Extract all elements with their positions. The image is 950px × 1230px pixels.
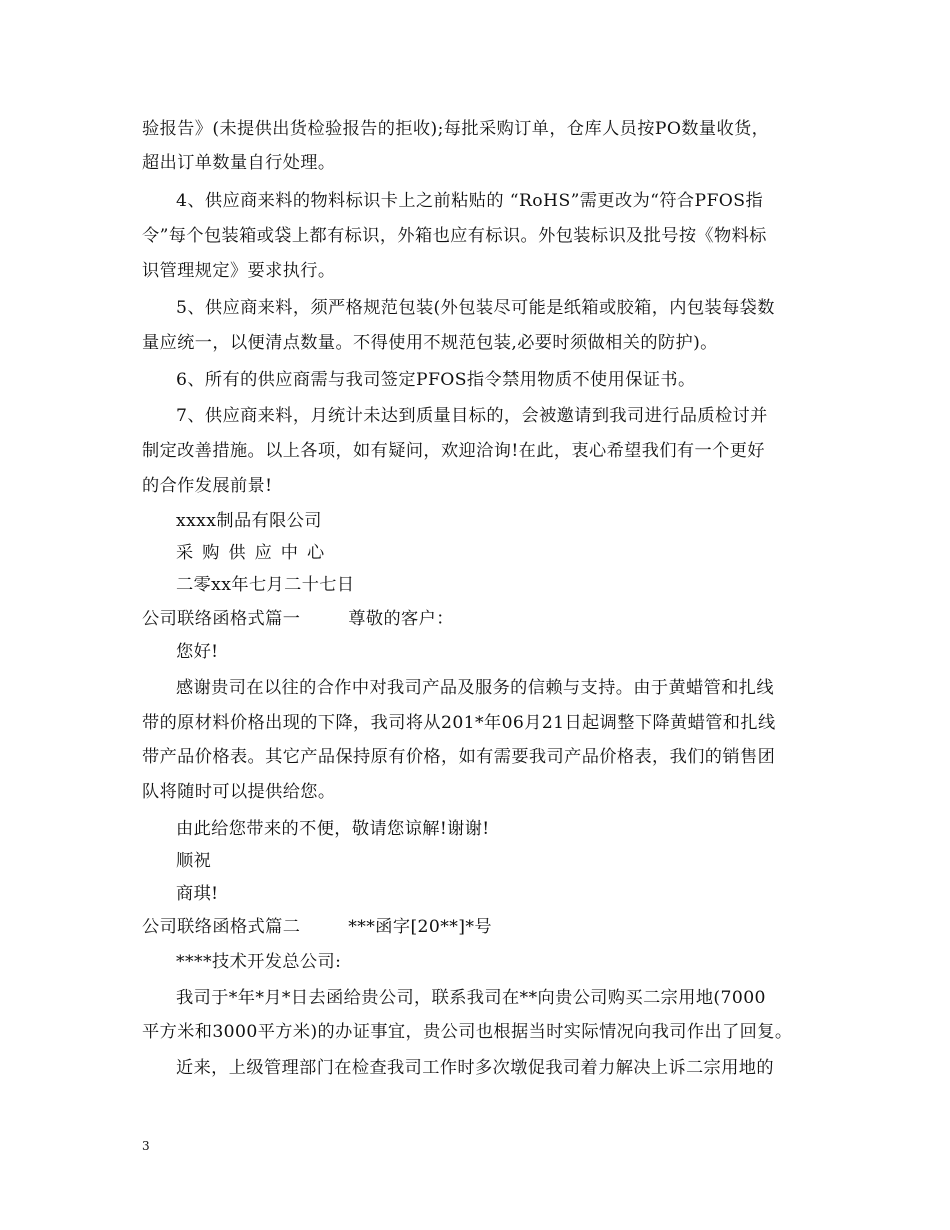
paragraph-line: 4、供应商来料的物料标识卡上之前粘贴的 “RoHS”需更改为“符合PFOS指 [176, 191, 764, 211]
signature-company: xxxx制品有限公司 [176, 511, 322, 531]
paragraph-line: 平方米和3000平方米)的办证事宜，贵公司也根据当时实际情况向我司作出了回复。 [142, 1022, 793, 1042]
paragraph-line: 制定改善措施。以上各项，如有疑问，欢迎洽询!在此，衷心希望我们有一个更好 [142, 441, 765, 461]
paragraph-line: 的合作发展前景! [142, 476, 273, 496]
paragraph-line: 识管理规定》要求执行。 [142, 261, 336, 281]
signature-date: 二零xx年七月二十七日 [176, 575, 355, 595]
paragraph-line: 我司于*年*月*日去函给贵公司，联系我司在**向贵公司购买二宗用地(7000 [176, 988, 766, 1008]
page-number: 3 [142, 1139, 150, 1153]
paragraph-line: 超出订单数量自行处理。 [142, 153, 336, 173]
paragraph-line: 带产品价格表。其它产品保持原有价格，如有需要我司产品价格表，我们的销售团 [142, 747, 776, 767]
paragraph-line: 5、供应商来料，须严格规范包装(外包装尽可能是纸箱或胶箱，内包装每袋数 [176, 298, 775, 318]
section-heading-1 [142, 607, 454, 631]
paragraph-line: 6、所有的供应商需与我司签定PFOS指令禁用物质不使用保证书。 [176, 370, 696, 390]
paragraph-line: 量应统一，以便清点数量。不得使用不规范包装,必要时须做相关的防护)。 [142, 333, 718, 353]
section-heading-2 [142, 915, 492, 939]
greeting: 您好! [176, 642, 219, 662]
paragraph-line: 近来，上级管理部门在检查我司工作时多次墩促我司着力解决上诉二宗用地的 [176, 1058, 774, 1078]
section-title: 公司联络函格式篇一 [142, 609, 301, 629]
salutation: 尊敬的客户： [348, 609, 454, 629]
paragraph-line: 7、供应商来料，月统计未达到质量目标的，会被邀请到我司进行品质检讨并 [176, 406, 768, 426]
closing-line: 顺祝 [176, 851, 212, 871]
apology-line: 由此给您带来的不便，敬请您谅解!谢谢! [176, 819, 490, 839]
paragraph-line: 验报告》(未提供出货检验报告的拒收);每批采购订单，仓库人员按PO数量收货， [142, 119, 770, 139]
paragraph-line: 令”每个包装箱或袋上都有标识，外箱也应有标识。外包装标识及批号按《物料标 [142, 226, 767, 246]
paragraph-line: 队将随时可以提供给您。 [142, 782, 336, 802]
paragraph-line: 感谢贵司在以往的合作中对我司产品及服务的信赖与支持。由于黄蜡管和扎线 [176, 678, 774, 698]
recipient-line: ****技术开发总公司: [176, 952, 342, 972]
reference-number: ***函字[20**]*号 [348, 917, 492, 937]
section-title: 公司联络函格式篇二 [142, 917, 301, 937]
paragraph-line: 带的原材料价格出现的下降，我司将从201*年06月21日起调整下降黄蜡管和扎线 [142, 713, 776, 733]
signature-department: 采购供应中心 [176, 543, 334, 563]
closing-line: 商琪! [176, 884, 219, 904]
